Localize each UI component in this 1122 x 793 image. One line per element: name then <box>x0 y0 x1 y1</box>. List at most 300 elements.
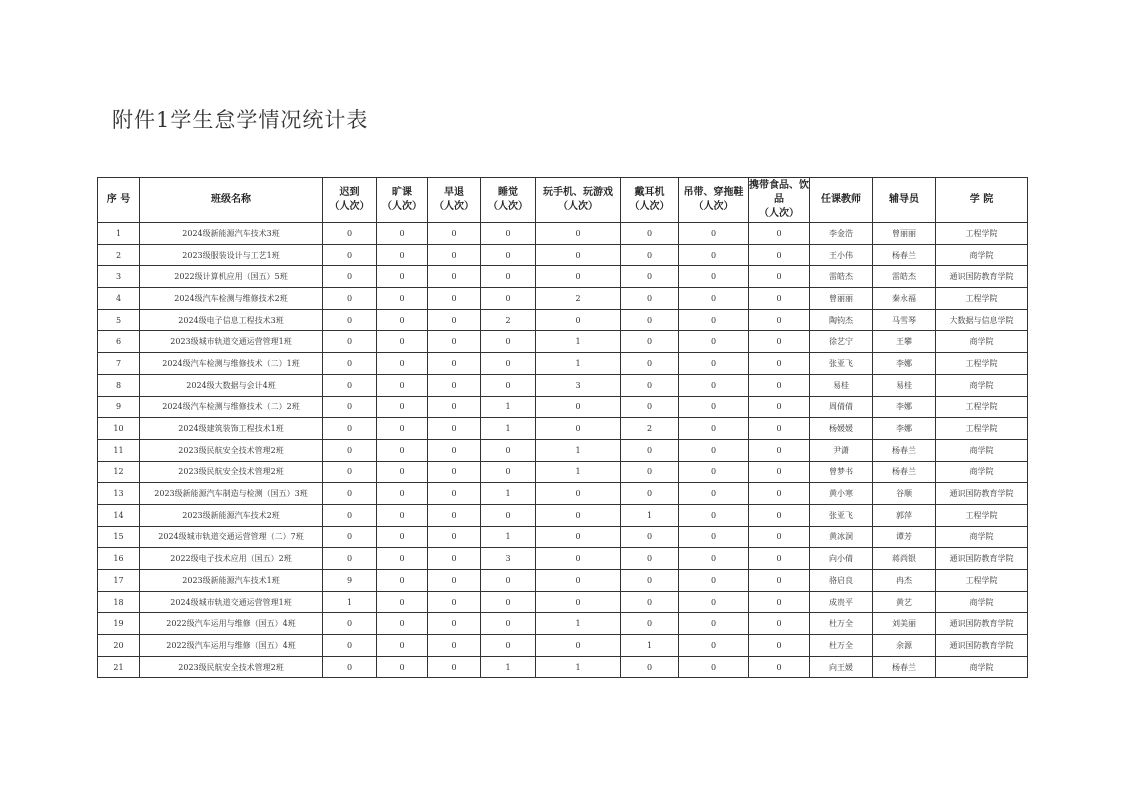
cell-college: 商学院 <box>936 331 1028 353</box>
cell-sling-slippers: 0 <box>679 418 749 440</box>
table-row <box>98 570 1028 592</box>
header-row <box>98 178 1028 223</box>
header-col-class-name <box>140 178 323 223</box>
cell-leave-early: 0 <box>428 548 481 570</box>
cell-absent: 0 <box>377 483 428 505</box>
cell-earphones: 0 <box>621 439 679 461</box>
header-col-college <box>936 178 1028 223</box>
cell-sleep: 1 <box>481 483 536 505</box>
cell-phone-games: 0 <box>536 504 621 526</box>
cell-sling-slippers: 0 <box>679 504 749 526</box>
header-col-sleep <box>481 178 536 223</box>
cell-class-name: 2024级汽车检测与维修技术（二）1班 <box>140 353 323 375</box>
cell-sling-slippers: 0 <box>679 461 749 483</box>
cell-sleep: 0 <box>481 288 536 310</box>
cell-earphones: 0 <box>621 570 679 592</box>
cell-counselor: 秦永福 <box>873 288 936 310</box>
cell-food-drink: 0 <box>749 461 810 483</box>
header-unit: （人次） <box>759 208 799 219</box>
cell-food-drink: 0 <box>749 266 810 288</box>
cell-absent: 0 <box>377 223 428 245</box>
cell-counselor: 雷皓杰 <box>873 266 936 288</box>
cell-sling-slippers: 0 <box>679 591 749 613</box>
cell-sling-slippers: 0 <box>679 374 749 396</box>
cell-sleep: 0 <box>481 223 536 245</box>
cell-leave-early: 0 <box>428 461 481 483</box>
cell-phone-games: 1 <box>536 439 621 461</box>
cell-phone-games: 0 <box>536 309 621 331</box>
cell-late: 0 <box>323 439 377 461</box>
header-unit: （人次） <box>329 201 370 212</box>
header-label: 携带食品、饮品 <box>749 180 809 205</box>
header-col-sling-slippers <box>679 178 749 223</box>
header-unit: （人次） <box>629 201 670 212</box>
cell-sleep: 0 <box>481 635 536 657</box>
cell-class-name: 2023级民航安全技术管理2班 <box>140 656 323 678</box>
cell-sling-slippers: 0 <box>679 288 749 310</box>
cell-late: 0 <box>323 374 377 396</box>
cell-sleep: 1 <box>481 418 536 440</box>
cell-late: 0 <box>323 331 377 353</box>
cell-food-drink: 0 <box>749 483 810 505</box>
header-label: 迟到 <box>339 187 360 198</box>
cell-sling-slippers: 0 <box>679 223 749 245</box>
table-row <box>98 309 1028 331</box>
cell-earphones: 0 <box>621 461 679 483</box>
cell-food-drink: 0 <box>749 635 810 657</box>
cell-absent: 0 <box>377 418 428 440</box>
cell-food-drink: 0 <box>749 396 810 418</box>
cell-leave-early: 0 <box>428 483 481 505</box>
cell-earphones: 0 <box>621 396 679 418</box>
cell-phone-games: 0 <box>536 570 621 592</box>
cell-absent: 0 <box>377 591 428 613</box>
header-col-food-drink <box>749 178 810 223</box>
cell-class-name: 2024级大数据与会计4班 <box>140 374 323 396</box>
cell-counselor: 谭芳 <box>873 526 936 548</box>
cell-food-drink: 0 <box>749 331 810 353</box>
cell-leave-early: 0 <box>428 504 481 526</box>
cell-food-drink: 0 <box>749 591 810 613</box>
cell-counselor: 杨春兰 <box>873 439 936 461</box>
cell-teacher: 杜万全 <box>810 613 873 635</box>
cell-late: 0 <box>323 288 377 310</box>
cell-food-drink: 0 <box>749 353 810 375</box>
table-row <box>98 418 1028 440</box>
page-title: 附件1学生怠学情况统计表 <box>112 108 369 132</box>
cell-absent: 0 <box>377 353 428 375</box>
cell-sling-slippers: 0 <box>679 613 749 635</box>
cell-absent: 0 <box>377 244 428 266</box>
cell-food-drink: 0 <box>749 374 810 396</box>
cell-earphones: 0 <box>621 309 679 331</box>
cell-leave-early: 0 <box>428 223 481 245</box>
cell-sling-slippers: 0 <box>679 635 749 657</box>
cell-college: 通识国防教育学院 <box>936 548 1028 570</box>
cell-late: 0 <box>323 504 377 526</box>
cell-college: 商学院 <box>936 591 1028 613</box>
cell-leave-early: 0 <box>428 266 481 288</box>
cell-index: 21 <box>98 656 140 678</box>
header-col-counselor <box>873 178 936 223</box>
cell-teacher: 李金浩 <box>810 223 873 245</box>
cell-index: 4 <box>98 288 140 310</box>
cell-sleep: 0 <box>481 570 536 592</box>
cell-phone-games: 2 <box>536 288 621 310</box>
cell-index: 8 <box>98 374 140 396</box>
table-row <box>98 635 1028 657</box>
cell-late: 0 <box>323 396 377 418</box>
header-label: 旷课 <box>392 187 412 198</box>
cell-index: 10 <box>98 418 140 440</box>
cell-food-drink: 0 <box>749 288 810 310</box>
cell-leave-early: 0 <box>428 244 481 266</box>
header-label: 睡觉 <box>498 187 518 198</box>
cell-counselor: 王攀 <box>873 331 936 353</box>
cell-absent: 0 <box>377 613 428 635</box>
cell-class-name: 2022级电子技术应用（国五）2班 <box>140 548 323 570</box>
cell-food-drink: 0 <box>749 244 810 266</box>
cell-teacher: 易桂 <box>810 374 873 396</box>
cell-sling-slippers: 0 <box>679 309 749 331</box>
cell-counselor: 黄艺 <box>873 591 936 613</box>
cell-sleep: 0 <box>481 331 536 353</box>
cell-absent: 0 <box>377 396 428 418</box>
cell-late: 0 <box>323 223 377 245</box>
cell-class-name: 2022级汽车运用与维修（国五）4班 <box>140 613 323 635</box>
cell-late: 0 <box>323 244 377 266</box>
cell-class-name: 2024级新能源汽车技术3班 <box>140 223 323 245</box>
cell-leave-early: 0 <box>428 418 481 440</box>
table-header <box>98 178 1028 223</box>
cell-college: 商学院 <box>936 439 1028 461</box>
cell-absent: 0 <box>377 439 428 461</box>
cell-absent: 0 <box>377 461 428 483</box>
cell-index: 16 <box>98 548 140 570</box>
cell-leave-early: 0 <box>428 353 481 375</box>
cell-index: 7 <box>98 353 140 375</box>
cell-teacher: 杨媛媛 <box>810 418 873 440</box>
cell-late: 0 <box>323 461 377 483</box>
header-label: 早退 <box>444 187 464 198</box>
cell-phone-games: 1 <box>536 461 621 483</box>
cell-phone-games: 1 <box>536 331 621 353</box>
cell-absent: 0 <box>377 526 428 548</box>
cell-food-drink: 0 <box>749 223 810 245</box>
cell-teacher: 尹潇 <box>810 439 873 461</box>
cell-teacher: 成贵平 <box>810 591 873 613</box>
table-row <box>98 526 1028 548</box>
cell-teacher: 曾梦书 <box>810 461 873 483</box>
cell-college: 工程学院 <box>936 418 1028 440</box>
cell-leave-early: 0 <box>428 309 481 331</box>
cell-leave-early: 0 <box>428 526 481 548</box>
cell-index: 14 <box>98 504 140 526</box>
cell-class-name: 2023级新能源汽车技术2班 <box>140 504 323 526</box>
cell-teacher: 向小倩 <box>810 548 873 570</box>
cell-teacher: 杜万全 <box>810 635 873 657</box>
cell-sling-slippers: 0 <box>679 526 749 548</box>
cell-college: 通识国防教育学院 <box>936 483 1028 505</box>
cell-counselor: 谷顺 <box>873 483 936 505</box>
cell-leave-early: 0 <box>428 439 481 461</box>
cell-sling-slippers: 0 <box>679 244 749 266</box>
table-row <box>98 288 1028 310</box>
header-label: 吊带、穿拖鞋 <box>683 187 744 198</box>
table-row <box>98 483 1028 505</box>
cell-teacher: 向王媛 <box>810 656 873 678</box>
cell-college: 工程学院 <box>936 288 1028 310</box>
cell-phone-games: 0 <box>536 635 621 657</box>
cell-phone-games: 0 <box>536 266 621 288</box>
cell-sling-slippers: 0 <box>679 331 749 353</box>
cell-counselor: 易桂 <box>873 374 936 396</box>
cell-sling-slippers: 0 <box>679 483 749 505</box>
cell-college: 商学院 <box>936 244 1028 266</box>
header-label: 辅导员 <box>889 194 919 205</box>
cell-phone-games: 0 <box>536 396 621 418</box>
cell-teacher: 徐艺宁 <box>810 331 873 353</box>
cell-leave-early: 0 <box>428 288 481 310</box>
cell-absent: 0 <box>377 374 428 396</box>
cell-food-drink: 0 <box>749 439 810 461</box>
table-row <box>98 439 1028 461</box>
header-unit: （人次） <box>558 201 598 212</box>
cell-earphones: 0 <box>621 288 679 310</box>
cell-teacher: 张亚飞 <box>810 353 873 375</box>
cell-sleep: 0 <box>481 353 536 375</box>
cell-class-name: 2023级民航安全技术管理2班 <box>140 439 323 461</box>
header-unit: （人次） <box>434 201 474 212</box>
cell-index: 2 <box>98 244 140 266</box>
cell-counselor: 马雪琴 <box>873 309 936 331</box>
cell-earphones: 0 <box>621 526 679 548</box>
cell-late: 0 <box>323 548 377 570</box>
cell-sling-slippers: 0 <box>679 439 749 461</box>
cell-absent: 0 <box>377 288 428 310</box>
cell-sleep: 0 <box>481 591 536 613</box>
table-row <box>98 353 1028 375</box>
cell-sleep: 2 <box>481 309 536 331</box>
cell-sleep: 1 <box>481 656 536 678</box>
cell-phone-games: 0 <box>536 418 621 440</box>
cell-counselor: 郭萍 <box>873 504 936 526</box>
cell-college: 商学院 <box>936 656 1028 678</box>
header-col-earphones <box>621 178 679 223</box>
cell-class-name: 2024级城市轨道交通运营管理1班 <box>140 591 323 613</box>
cell-index: 6 <box>98 331 140 353</box>
cell-food-drink: 0 <box>749 309 810 331</box>
cell-college: 工程学院 <box>936 223 1028 245</box>
header-unit: （人次） <box>488 201 528 212</box>
cell-earphones: 0 <box>621 244 679 266</box>
cell-leave-early: 0 <box>428 396 481 418</box>
cell-sling-slippers: 0 <box>679 570 749 592</box>
cell-late: 0 <box>323 526 377 548</box>
cell-counselor: 杨春兰 <box>873 461 936 483</box>
statistics-table <box>97 177 1028 678</box>
cell-sleep: 0 <box>481 504 536 526</box>
cell-earphones: 0 <box>621 656 679 678</box>
cell-earphones: 1 <box>621 504 679 526</box>
cell-food-drink: 0 <box>749 418 810 440</box>
cell-college: 商学院 <box>936 526 1028 548</box>
header-label: 任课教师 <box>821 194 861 205</box>
cell-leave-early: 0 <box>428 570 481 592</box>
table-row <box>98 331 1028 353</box>
cell-index: 1 <box>98 223 140 245</box>
cell-sling-slippers: 0 <box>679 656 749 678</box>
cell-sleep: 1 <box>481 526 536 548</box>
cell-earphones: 0 <box>621 613 679 635</box>
table-row <box>98 244 1028 266</box>
cell-college: 通识国防教育学院 <box>936 613 1028 635</box>
cell-absent: 0 <box>377 635 428 657</box>
cell-counselor: 杨春兰 <box>873 244 936 266</box>
cell-leave-early: 0 <box>428 374 481 396</box>
header-label: 序 号 <box>106 194 131 205</box>
cell-phone-games: 1 <box>536 656 621 678</box>
table-row <box>98 374 1028 396</box>
header-col-phone-games <box>536 178 621 223</box>
cell-counselor: 李娜 <box>873 418 936 440</box>
header-label: 戴耳机 <box>634 187 665 198</box>
cell-class-name: 2024级电子信息工程技术3班 <box>140 309 323 331</box>
cell-counselor: 冉杰 <box>873 570 936 592</box>
cell-leave-early: 0 <box>428 331 481 353</box>
cell-teacher: 雷皓杰 <box>810 266 873 288</box>
cell-absent: 0 <box>377 504 428 526</box>
cell-index: 20 <box>98 635 140 657</box>
cell-sleep: 1 <box>481 396 536 418</box>
cell-college: 通识国防教育学院 <box>936 635 1028 657</box>
cell-index: 5 <box>98 309 140 331</box>
header-unit: （人次） <box>693 201 734 212</box>
cell-sleep: 0 <box>481 613 536 635</box>
table-row <box>98 396 1028 418</box>
cell-counselor: 李娜 <box>873 396 936 418</box>
header-label: 班级名称 <box>211 194 251 205</box>
cell-late: 0 <box>323 483 377 505</box>
cell-absent: 0 <box>377 656 428 678</box>
cell-earphones: 0 <box>621 266 679 288</box>
cell-food-drink: 0 <box>749 548 810 570</box>
cell-counselor: 余源 <box>873 635 936 657</box>
cell-class-name: 2023级民航安全技术管理2班 <box>140 461 323 483</box>
cell-sleep: 3 <box>481 548 536 570</box>
cell-late: 0 <box>323 266 377 288</box>
table-body <box>98 223 1028 678</box>
cell-leave-early: 0 <box>428 591 481 613</box>
cell-phone-games: 0 <box>536 548 621 570</box>
cell-index: 13 <box>98 483 140 505</box>
cell-sling-slippers: 0 <box>679 396 749 418</box>
header-col-late <box>323 178 377 223</box>
cell-index: 9 <box>98 396 140 418</box>
cell-late: 9 <box>323 570 377 592</box>
cell-earphones: 0 <box>621 223 679 245</box>
cell-absent: 0 <box>377 309 428 331</box>
cell-earphones: 0 <box>621 353 679 375</box>
cell-late: 0 <box>323 418 377 440</box>
cell-late: 1 <box>323 591 377 613</box>
header-col-leave-early <box>428 178 481 223</box>
cell-sleep: 0 <box>481 244 536 266</box>
table-row <box>98 461 1028 483</box>
cell-food-drink: 0 <box>749 570 810 592</box>
cell-phone-games: 0 <box>536 591 621 613</box>
header-col-index <box>98 178 140 223</box>
cell-sleep: 0 <box>481 374 536 396</box>
header-label: 学 院 <box>969 194 994 205</box>
cell-phone-games: 0 <box>536 483 621 505</box>
cell-counselor: 蒋尚银 <box>873 548 936 570</box>
cell-leave-early: 0 <box>428 635 481 657</box>
cell-teacher: 黄冰洞 <box>810 526 873 548</box>
cell-teacher: 王小伟 <box>810 244 873 266</box>
cell-class-name: 2022级汽车运用与维修（国五）4班 <box>140 635 323 657</box>
cell-earphones: 2 <box>621 418 679 440</box>
cell-college: 工程学院 <box>936 353 1028 375</box>
cell-counselor: 李娜 <box>873 353 936 375</box>
table-row <box>98 591 1028 613</box>
cell-leave-early: 0 <box>428 613 481 635</box>
cell-late: 0 <box>323 635 377 657</box>
cell-college: 通识国防教育学院 <box>936 266 1028 288</box>
cell-sleep: 0 <box>481 439 536 461</box>
header-unit: （人次） <box>382 201 422 212</box>
cell-earphones: 0 <box>621 331 679 353</box>
table-row <box>98 656 1028 678</box>
cell-counselor: 刘美丽 <box>873 613 936 635</box>
header-col-absent <box>377 178 428 223</box>
cell-absent: 0 <box>377 331 428 353</box>
table-row <box>98 613 1028 635</box>
cell-sling-slippers: 0 <box>679 353 749 375</box>
header-label: 玩手机、玩游戏 <box>543 187 613 198</box>
cell-counselor: 杨春兰 <box>873 656 936 678</box>
cell-index: 3 <box>98 266 140 288</box>
cell-index: 18 <box>98 591 140 613</box>
cell-phone-games: 3 <box>536 374 621 396</box>
cell-sleep: 0 <box>481 266 536 288</box>
cell-class-name: 2024级城市轨道交通运营管理（二）7班 <box>140 526 323 548</box>
cell-index: 15 <box>98 526 140 548</box>
cell-college: 商学院 <box>936 461 1028 483</box>
cell-class-name: 2022级计算机应用（国五）5班 <box>140 266 323 288</box>
cell-earphones: 0 <box>621 591 679 613</box>
cell-index: 19 <box>98 613 140 635</box>
cell-leave-early: 0 <box>428 656 481 678</box>
cell-class-name: 2023级新能源汽车技术1班 <box>140 570 323 592</box>
cell-phone-games: 1 <box>536 353 621 375</box>
cell-food-drink: 0 <box>749 656 810 678</box>
cell-teacher: 黄小寒 <box>810 483 873 505</box>
cell-late: 0 <box>323 656 377 678</box>
cell-class-name: 2024级建筑装饰工程技术1班 <box>140 418 323 440</box>
cell-earphones: 1 <box>621 635 679 657</box>
cell-teacher: 陶钧杰 <box>810 309 873 331</box>
cell-class-name: 2024级汽车检测与维修技术2班 <box>140 288 323 310</box>
cell-class-name: 2023级服装设计与工艺1班 <box>140 244 323 266</box>
cell-absent: 0 <box>377 570 428 592</box>
table-row <box>98 266 1028 288</box>
cell-phone-games: 0 <box>536 244 621 266</box>
cell-phone-games: 0 <box>536 223 621 245</box>
cell-class-name: 2024级汽车检测与维修技术（二）2班 <box>140 396 323 418</box>
cell-earphones: 0 <box>621 483 679 505</box>
table-row <box>98 223 1028 245</box>
